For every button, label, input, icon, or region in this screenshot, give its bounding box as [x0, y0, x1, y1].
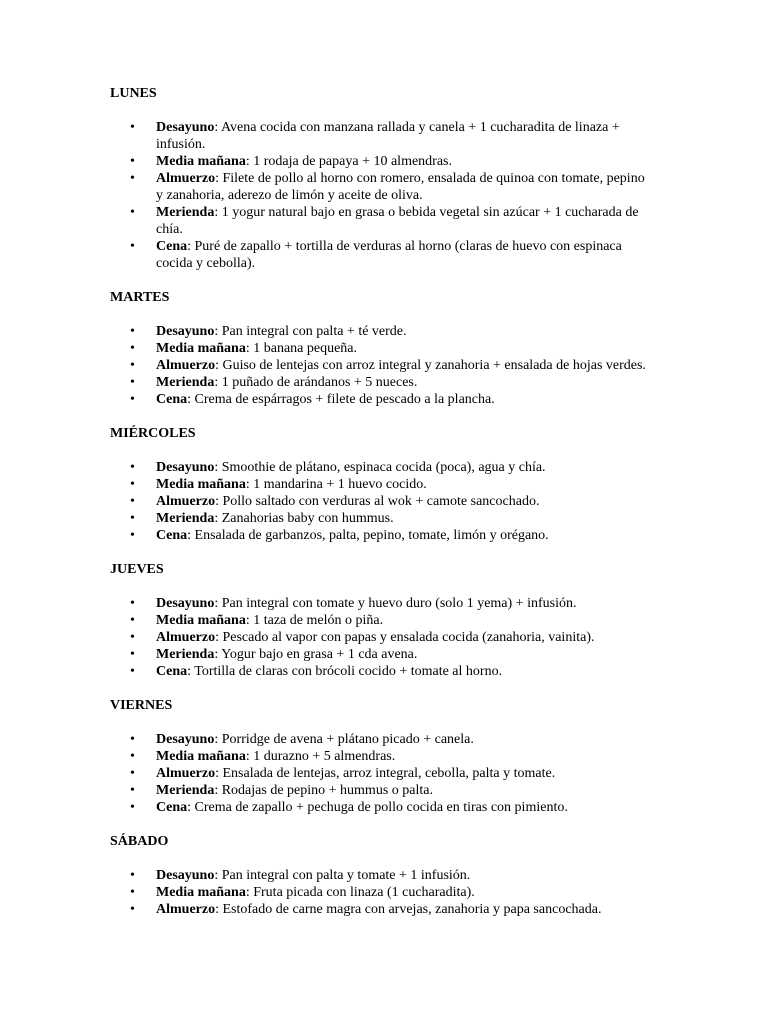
bullet-icon: •: [130, 154, 135, 169]
bullet-icon: •: [130, 749, 135, 764]
meal-item: [110, 901, 655, 918]
meal-item: [110, 476, 655, 493]
bullet-icon: •: [130, 324, 135, 339]
meal-item: [110, 510, 655, 527]
meal-description: : 1 rodaja de papaya + 10 almendras.: [245, 154, 452, 169]
day-section: [110, 561, 655, 680]
meal-description: : 1 taza de melón o piña.: [245, 613, 384, 628]
meal-list: [110, 119, 655, 272]
meal-description: : Yogur bajo en grasa + 1 cda avena.: [214, 647, 418, 662]
meal-item: [110, 374, 655, 391]
meal-description: : Zanahorias baby con hummus.: [214, 511, 394, 526]
meal-description: : 1 durazno + 5 almendras.: [245, 749, 396, 764]
bullet-icon: •: [130, 528, 135, 543]
meal-description: : Crema de zapallo + pechuga de pollo cocida en tiras con pimiento.: [187, 800, 568, 815]
day-section: [110, 85, 655, 272]
meal-description: : Pan integral con palta + té verde.: [214, 324, 407, 339]
bullet-icon: •: [130, 171, 135, 186]
bullet-icon: •: [130, 392, 135, 407]
meal-label: Media mañana: [156, 341, 246, 356]
meal-item: [110, 867, 655, 884]
meal-label: Desayuno: [156, 120, 215, 135]
meal-label: Media mañana: [156, 154, 246, 169]
meal-description: : Porridge de avena + plátano picado + canela.: [214, 732, 474, 747]
meal-label: Media mañana: [156, 885, 246, 900]
meal-description: : 1 puñado de arándanos + 5 nueces.: [214, 375, 418, 390]
bullet-icon: •: [130, 341, 135, 356]
meal-description: : Pescado al vapor con papas y ensalada cocida (zanahoria, vainita).: [215, 630, 595, 645]
meal-label: Desayuno: [156, 324, 215, 339]
meal-description: : Guiso de lentejas con arroz integral y zanahoria + ensalada de hojas verdes.: [215, 358, 646, 373]
meal-item: [110, 595, 655, 612]
meal-label: Cena: [156, 800, 188, 815]
bullet-icon: •: [130, 800, 135, 815]
day-section: [110, 425, 655, 544]
meal-item: [110, 238, 655, 272]
meal-label: Media mañana: [156, 613, 246, 628]
meal-item: [110, 884, 655, 901]
day-heading: VIERNES: [110, 698, 173, 713]
bullet-icon: •: [130, 511, 135, 526]
meal-item: [110, 612, 655, 629]
meal-item: [110, 170, 655, 204]
meal-label: Desayuno: [156, 596, 215, 611]
bullet-icon: •: [130, 239, 135, 254]
day-heading: SÁBADO: [110, 834, 169, 849]
meal-label: Merienda: [156, 205, 215, 220]
meal-description: : Crema de espárragos + filete de pescado a la plancha.: [187, 392, 495, 407]
bullet-icon: •: [130, 885, 135, 900]
meal-item: [110, 782, 655, 799]
meal-item: [110, 340, 655, 357]
meal-item: [110, 357, 655, 374]
bullet-icon: •: [130, 766, 135, 781]
bullet-icon: •: [130, 647, 135, 662]
meal-description: : Tortilla de claras con brócoli cocido + tomate al horno.: [187, 664, 503, 679]
meal-description: : Avena cocida con manzana rallada y canela + 1 cucharadita de linaza + infusión.: [156, 120, 620, 152]
meal-label: Merienda: [156, 375, 215, 390]
bullet-icon: •: [130, 596, 135, 611]
meal-list: [110, 595, 655, 680]
meal-item: [110, 527, 655, 544]
day-heading: MIÉRCOLES: [110, 426, 196, 441]
meal-description: : 1 banana pequeña.: [245, 341, 358, 356]
meal-list: [110, 323, 655, 408]
meal-item: [110, 799, 655, 816]
meal-label: Cena: [156, 239, 188, 254]
meal-label: Almuerzo: [156, 766, 216, 781]
meal-label: Merienda: [156, 647, 215, 662]
day-heading: JUEVES: [110, 562, 164, 577]
bullet-icon: •: [130, 460, 135, 475]
bullet-icon: •: [130, 205, 135, 220]
bullet-icon: •: [130, 664, 135, 679]
meal-description: : Pan integral con tomate y huevo duro (solo 1 yema) + infusión.: [214, 596, 577, 611]
day-section: [110, 697, 655, 816]
bullet-icon: •: [130, 494, 135, 509]
meal-item: [110, 646, 655, 663]
meal-item: [110, 629, 655, 646]
meal-label: Desayuno: [156, 868, 215, 883]
meal-item: [110, 391, 655, 408]
meal-label: Media mañana: [156, 477, 246, 492]
meal-description: : Smoothie de plátano, espinaca cocida (poca), agua y chía.: [214, 460, 546, 475]
meal-list: [110, 867, 655, 918]
meal-label: Desayuno: [156, 732, 215, 747]
meal-label: Almuerzo: [156, 494, 216, 509]
meal-item: [110, 119, 655, 153]
meal-label: Desayuno: [156, 460, 215, 475]
bullet-icon: •: [130, 120, 135, 135]
meal-label: Almuerzo: [156, 630, 216, 645]
meal-description: : Fruta picada con linaza (1 cucharadita).: [245, 885, 475, 900]
meal-description: : Puré de zapallo + tortilla de verduras al horno (claras de huevo con espinaca cocida y cebolla).: [156, 239, 622, 271]
meal-label: Almuerzo: [156, 902, 216, 917]
meal-item: [110, 663, 655, 680]
meal-description: : 1 yogur natural bajo en grasa o bebida vegetal sin azúcar + 1 cucharada de chía.: [156, 205, 639, 237]
meal-item: [110, 748, 655, 765]
meal-list: [110, 459, 655, 544]
day-heading: MARTES: [110, 290, 170, 305]
meal-description: : Ensalada de garbanzos, palta, pepino, tomate, limón y orégano.: [187, 528, 549, 543]
day-section: [110, 289, 655, 408]
meal-label: Media mañana: [156, 749, 246, 764]
meal-description: : Pan integral con palta y tomate + 1 infusión.: [214, 868, 471, 883]
meal-label: Almuerzo: [156, 358, 216, 373]
meal-description: : Ensalada de lentejas, arroz integral, cebolla, palta y tomate.: [215, 766, 556, 781]
bullet-icon: •: [130, 783, 135, 798]
meal-label: Cena: [156, 392, 188, 407]
bullet-icon: •: [130, 902, 135, 917]
meal-plan-document: [110, 85, 655, 935]
meal-item: [110, 323, 655, 340]
meal-description: : Estofado de carne magra con arvejas, zanahoria y papa sancochada.: [215, 902, 602, 917]
meal-list: [110, 731, 655, 816]
meal-label: Merienda: [156, 783, 215, 798]
meal-label: Almuerzo: [156, 171, 216, 186]
meal-item: [110, 765, 655, 782]
meal-item: [110, 153, 655, 170]
meal-label: Cena: [156, 664, 188, 679]
meal-description: : Pollo saltado con verduras al wok + camote sancochado.: [215, 494, 540, 509]
meal-item: [110, 459, 655, 476]
bullet-icon: •: [130, 613, 135, 628]
meal-label: Merienda: [156, 511, 215, 526]
meal-description: : Rodajas de pepino + hummus o palta.: [214, 783, 433, 798]
bullet-icon: •: [130, 630, 135, 645]
meal-description: : Filete de pollo al horno con romero, ensalada de quinoa con tomate, pepino y zanahoria, aderezo de limón y aceite de oliva.: [156, 171, 645, 203]
bullet-icon: •: [130, 477, 135, 492]
bullet-icon: •: [130, 732, 135, 747]
day-heading: LUNES: [110, 86, 157, 101]
meal-label: Cena: [156, 528, 188, 543]
day-section: [110, 833, 655, 918]
bullet-icon: •: [130, 375, 135, 390]
bullet-icon: •: [130, 358, 135, 373]
meal-item: [110, 493, 655, 510]
meal-item: [110, 731, 655, 748]
bullet-icon: •: [130, 868, 135, 883]
meal-item: [110, 204, 655, 238]
meal-description: : 1 mandarina + 1 huevo cocido.: [245, 477, 427, 492]
